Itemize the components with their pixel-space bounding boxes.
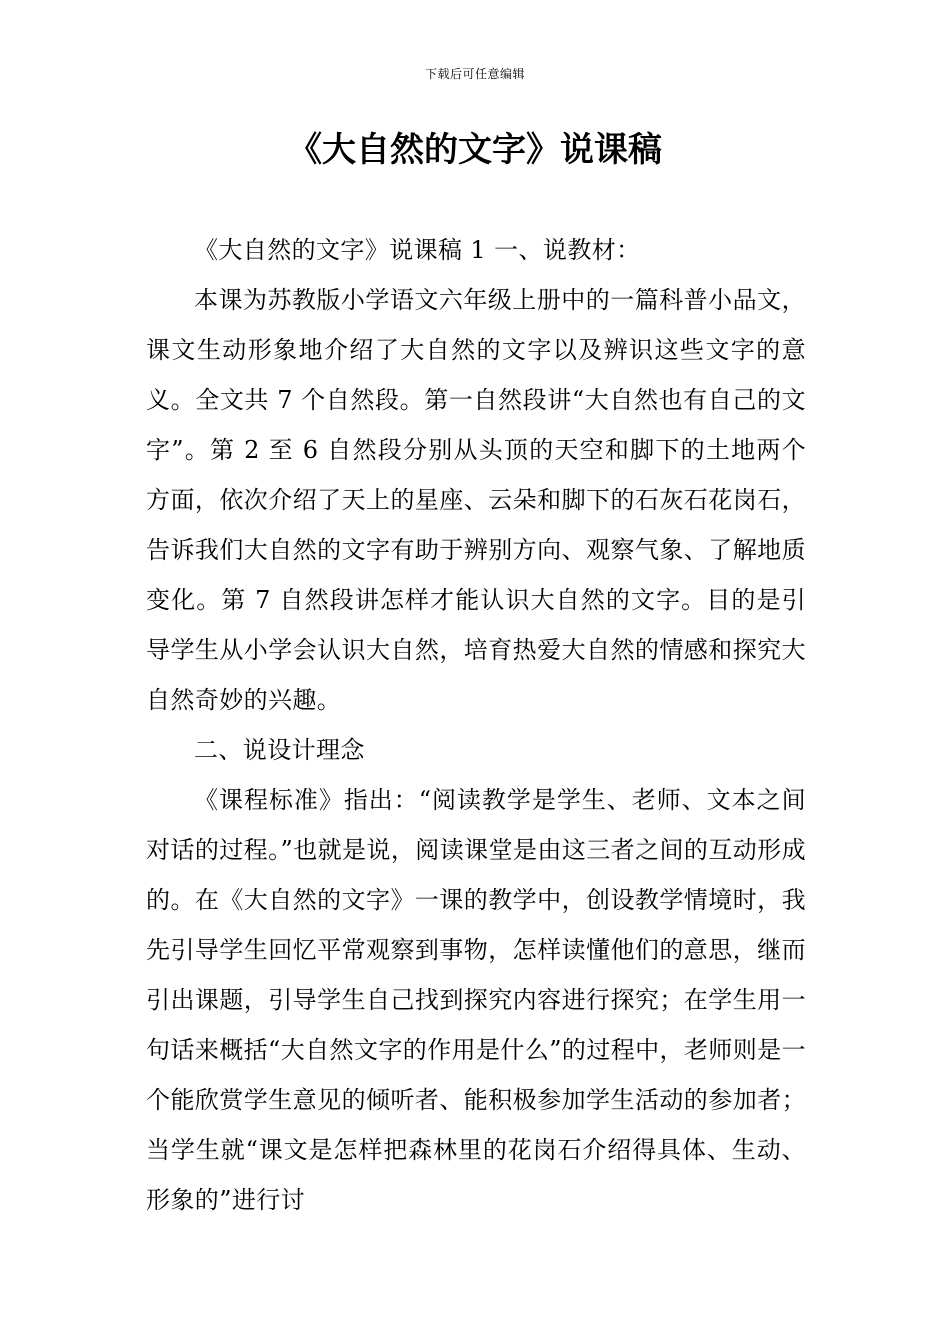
paragraph-section-heading-2: 二、说设计理念	[194, 736, 365, 764]
document-title: 《大自然的文字》说课稿	[288, 130, 662, 170]
paragraph-section-heading-1: 《大自然的文字》说课稿 1 一、说教材：	[194, 236, 641, 264]
paragraph-textbook-description: 本课为苏教版小学语文六年级上册中的一篇科普小品文，课文生动形象地介绍了大自然的文字以及辨识这些文字的意义。全文共 7 个自然段。第一自然段讲“大自然也有自己的文字”。第 2 至 6 自然段分别从头顶的天空和脚下的土地两个方面，依次介绍了天上的星座、云朵和脚下的石灰石花岗石，告诉我们大自然的文字有助于辨别方向、观察气象、了解地质变化。第 7 自然段讲怎样才能认识大自然的文字。目的是引导学生从小学会认识大自然，培育热爱大自然的情感和探究大自然奇妙的兴趣。	[146, 286, 806, 714]
paragraph-design-concept: 《课程标准》指出：“阅读教学是学生、老师、文本之间对话的过程。”也就是说，阅读课堂是由这三者之间的互动形成的。在《大自然的文字》一课的教学中，创设教学情境时，我先引导学生回忆平常观察到事物，怎样读懂他们的意思，继而引出课题，引导学生自己找到探究内容进行探究；在学生用一句话来概括“大自然文字的作用是什么”的过程中，老师则是一个能欣赏学生意见的倾听者、能积极参加学生活动的参加者；当学生就“课文是怎样把森林里的花岗石介绍得具体、生动、形象的”进行讨	[146, 786, 806, 1214]
document-body	[146, 225, 806, 1225]
header-note: 下载后可任意编辑	[424, 67, 525, 81]
